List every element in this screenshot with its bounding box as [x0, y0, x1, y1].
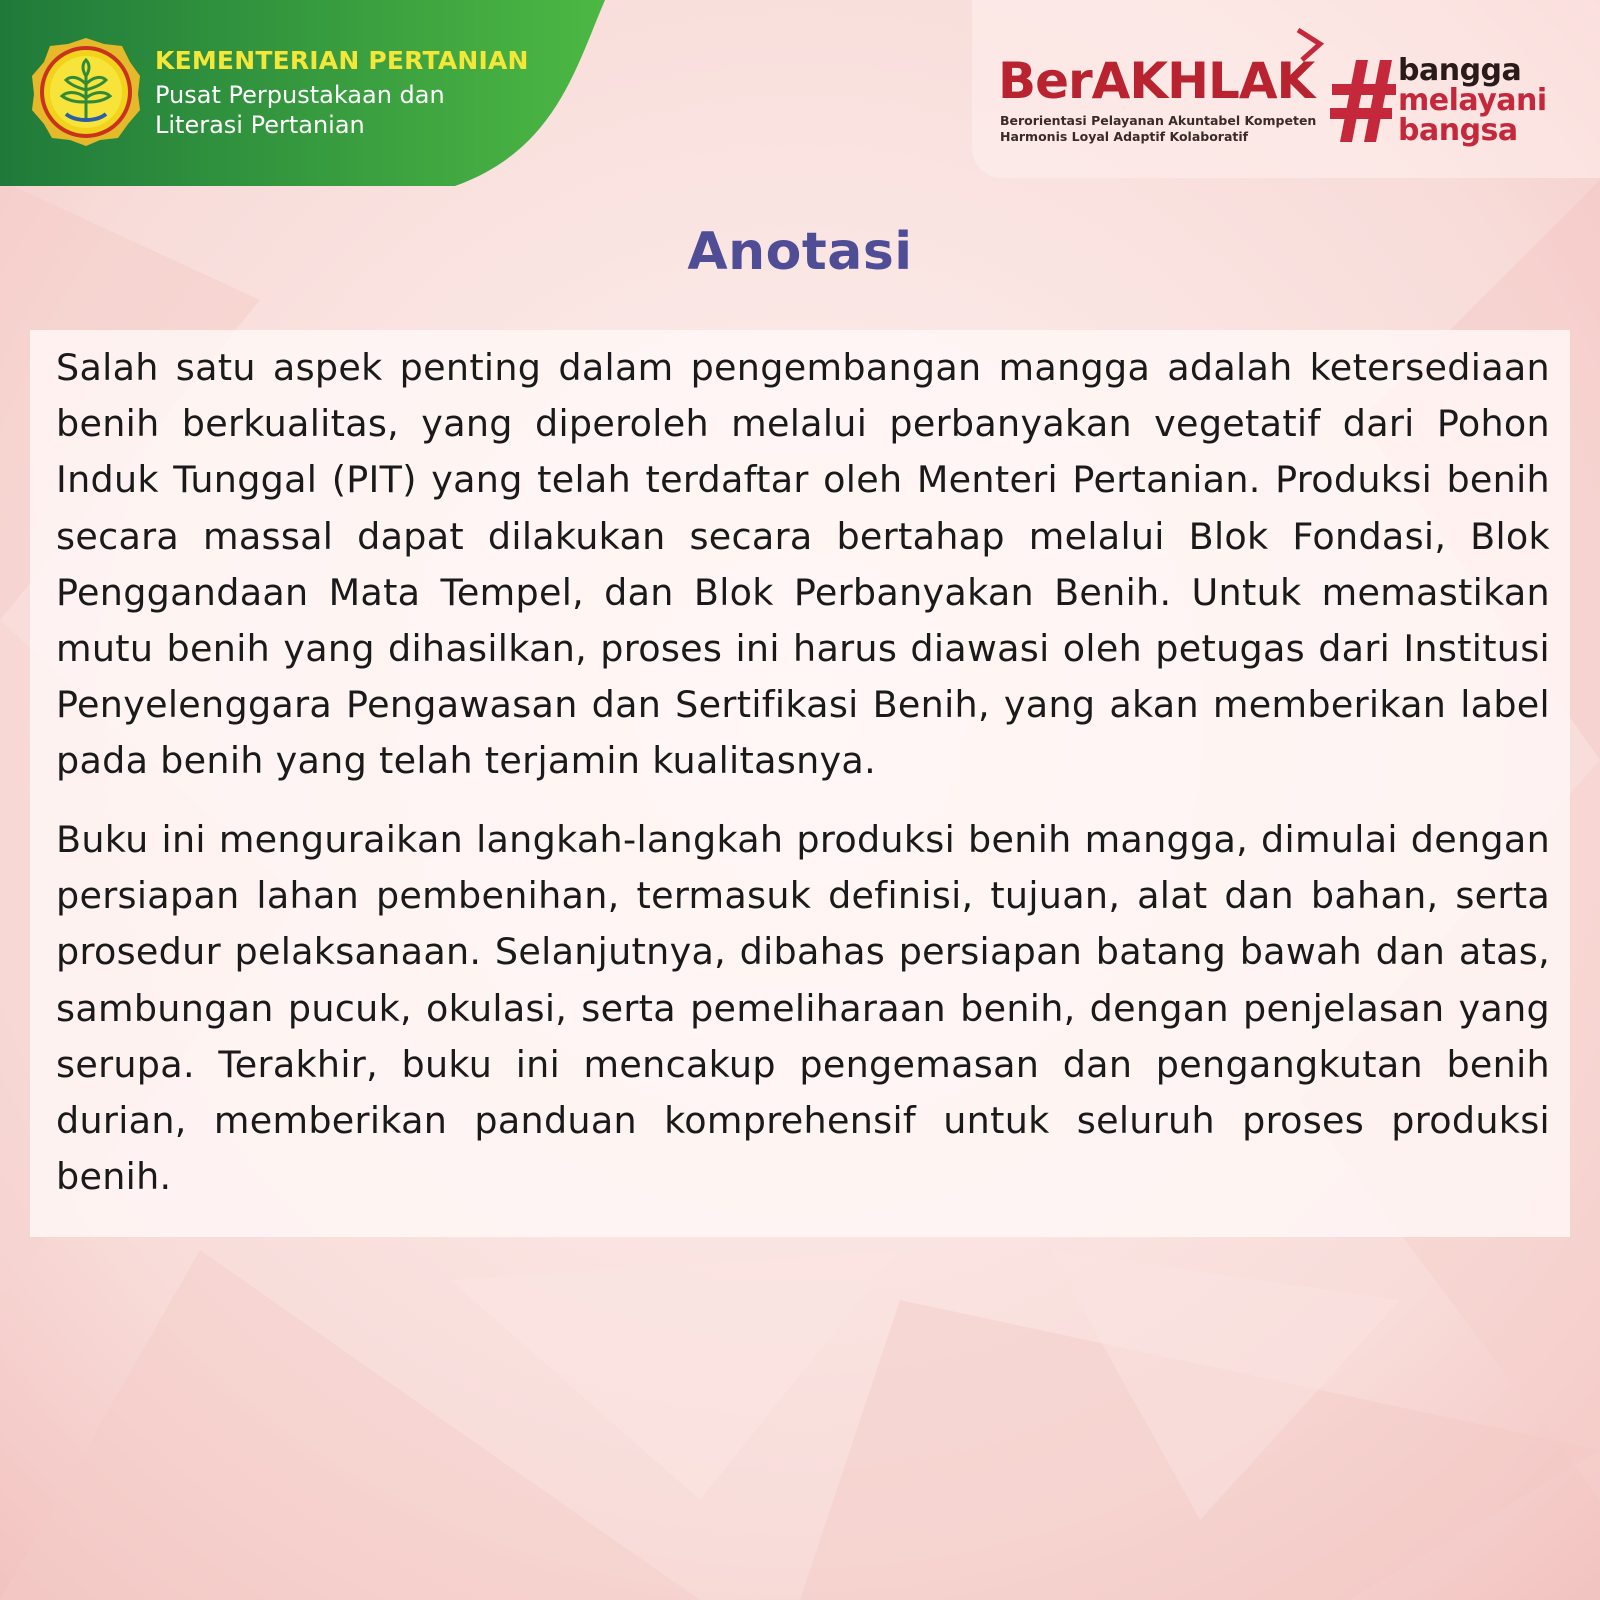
- org-subtitle-line-1: Pusat Perpustakaan dan: [155, 81, 445, 109]
- chevron-right-icon: [1292, 26, 1328, 66]
- berakhlak-values-line-2: Harmonis Loyal Adaptif Kolaboratif: [1000, 129, 1249, 144]
- org-title: KEMENTERIAN PERTANIAN: [155, 46, 529, 75]
- hashtag-icon: [1330, 58, 1398, 144]
- org-subtitle: [155, 80, 555, 140]
- page-title: Anotasi: [687, 222, 913, 282]
- tagline-bangga: bangga: [1398, 53, 1522, 88]
- annotation-paragraph-1: Salah satu aspek penting dalam pengembangan mangga adalah ketersediaan benih berkualitas, yang diperoleh melalui perbanyakan vegetatif dari Pohon Induk Tunggal (PIT) yang telah terdaftar oleh Menteri Pertanian. Produksi benih secara massal dapat dilakukan secara bertahap melalui Blok Fondasi, Blok Penggandaan Mata Tempel, dan Blok Perbanyakan Benih. Untuk memastikan mutu benih yang dihasilkan, proses ini harus diawasi oleh petugas dari Institusi Penyelenggara Pengawasan dan Sertifikasi Benih, yang akan memberikan label pada benih yang telah terjamin kualitasnya.: [56, 346, 1550, 783]
- berakhlak-values-line-1: Berorientasi Pelayanan Akuntabel Kompeten: [1000, 113, 1317, 128]
- berakhlak-logo-text: BerAKHLAK: [998, 52, 1315, 110]
- annotation-paragraph-2: Buku ini menguraikan langkah-langkah produksi benih mangga, dimulai dengan persiapan lahan pembenihan, termasuk definisi, tujuan, alat dan bahan, serta prosedur pelaksanaan. Selanjutnya, dibahas persiapan batang bawah dan atas, sambungan pucuk, okulasi, serta pemeliharaan benih, dengan penjelasan yang serupa. Terakhir, buku ini mencakup pengemasan dan pengangkutan benih durian, memberikan panduan komprehensif untuk seluruh proses produksi benih.: [56, 818, 1550, 1199]
- org-subtitle-line-2: Literasi Pertanian: [155, 111, 365, 139]
- tagline-melayani: melayani: [1398, 83, 1547, 118]
- tagline-bangsa: bangsa: [1398, 113, 1518, 148]
- kementan-logo-icon: [30, 36, 142, 148]
